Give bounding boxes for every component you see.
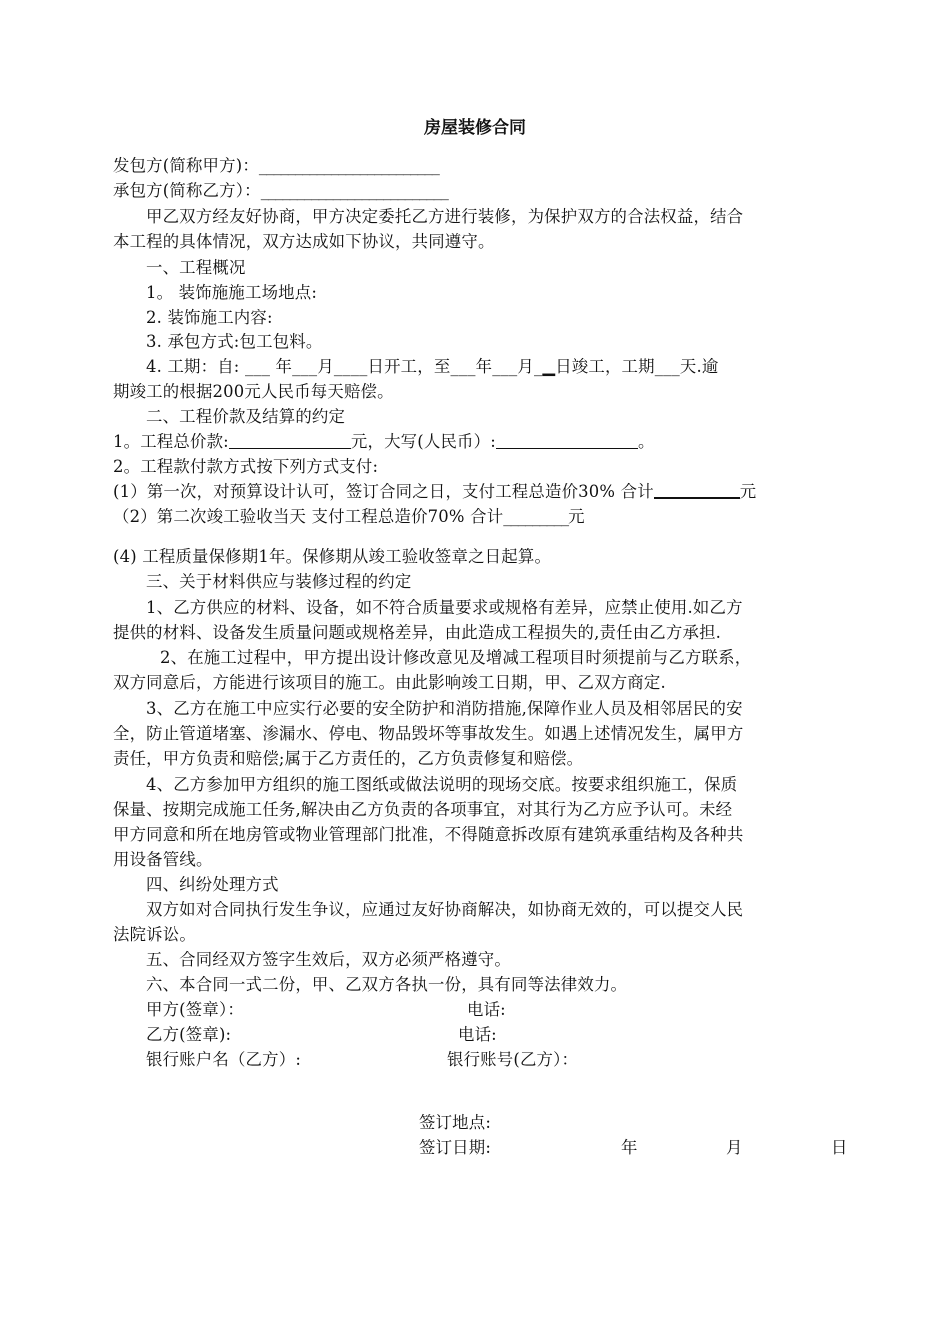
clause-line: 3、乙方在施工中应实行必要的安全防护和消防措施,保障作业人员及相邻居民的安 — [146, 699, 743, 718]
clause-line: 责任，甲方负责和赔偿;属于乙方责任的，乙方负责修复和赔偿。 — [113, 749, 584, 768]
party-b-line — [113, 179, 448, 203]
clause-line: 甲方同意和所在地房管或物业管理部门批准，不得随意拆改原有建筑承重结构及各种共 — [113, 825, 744, 844]
party-a-label: 发包方(简称甲方)： — [113, 156, 259, 175]
intro-paragraph-line: 甲乙双方经友好协商，甲方决定委托乙方进行装修，为保护双方的合法权益，结合 — [146, 207, 744, 226]
section-heading: 三、关于材料供应与装修过程的约定 — [146, 572, 412, 591]
clause-line: 2。工程款付款方式按下列方式支付: — [113, 457, 379, 476]
document-title: 房屋装修合同 — [424, 118, 526, 138]
capital-amount-blank — [496, 432, 638, 449]
capital-amount-label: 元，大写(人民币）: — [350, 432, 496, 451]
total-price-blank — [229, 432, 351, 449]
sign-day-label: 日 — [831, 1138, 848, 1157]
section-heading: 五、合同经双方签字生效后，双方必须严格遵守。 — [146, 950, 511, 969]
clause-line: 全，防止管道堵塞、渗漏水、停电、物品毁坏等事故发生。如遇上述情况发生，属甲方 — [113, 724, 744, 743]
clause-line: (4) 工程质量保修期1年。保修期从竣工验收签章之日起算。 — [113, 547, 552, 566]
clause-line: 双方如对合同执行发生争议，应通过友好协商解决，如协商无效的，可以提交人民 — [146, 900, 744, 919]
sign-date-label: 签订日期: — [419, 1138, 492, 1157]
payment-2-unit: 元 — [568, 507, 585, 526]
clause-line: 2. 装饰施工内容: — [146, 308, 273, 327]
payment-2-label: （2）第二次竣工验收当天 支付工程总造价70% 合计 — [113, 507, 504, 526]
clause-line: 1。 装饰施施工场地点: — [146, 283, 318, 302]
phone-party-b-label: 电话: — [458, 1025, 497, 1044]
party-b-blank: __________________________ — [260, 181, 448, 200]
party-a-line — [113, 154, 439, 178]
clause-line: 法院诉讼。 — [113, 925, 196, 944]
phone-party-a-label: 电话: — [467, 1000, 506, 1019]
sign-month-label: 月 — [726, 1138, 743, 1157]
signature-party-b-label: 乙方(签章): — [146, 1025, 232, 1044]
bank-account-number-label: 银行账号(乙方）： — [447, 1050, 579, 1069]
section-heading: 二、工程价款及结算的约定 — [146, 407, 346, 426]
intro-paragraph-line: 本工程的具体情况，双方达成如下协议，共同遵守。 — [113, 232, 495, 251]
payment-2-line — [113, 505, 585, 529]
sign-year-label: 年 — [621, 1138, 638, 1157]
clause-line: 保量、按期完成施工任务,解决由乙方负责的各项事宜，对其行为乙方应予认可。未经 — [113, 800, 733, 819]
clause-line: 4. 工期：自: ___ 年___月____日开工，至___年___月_▁日竣工，工期___天.逾 — [146, 357, 719, 376]
clause-line: 3. 承包方式:包工包料。 — [146, 332, 323, 351]
sign-place-label: 签订地点: — [419, 1113, 492, 1132]
total-price-label: 1。工程总价款: — [113, 432, 229, 451]
payment-1-unit: 元 — [739, 482, 757, 501]
party-a-blank: _________________________ — [258, 156, 439, 175]
payment-1-blank — [654, 481, 740, 499]
clause-line: 用设备管线。 — [113, 850, 213, 869]
total-price-line — [113, 430, 655, 454]
clause-line: 双方同意后，方能进行该项目的施工。由此影响竣工日期，甲、乙双方商定. — [113, 673, 666, 692]
clause-line: 期竣工的根据200元人民币每天赔偿。 — [113, 382, 394, 401]
clause-line: 提供的材料、设备发生质量问题或规格差异，由此造成工程损失的,责任由乙方承担. — [113, 623, 722, 642]
bank-account-name-label: 银行账户名（乙方）: — [146, 1050, 302, 1069]
clause-line: 1、乙方供应的材料、设备，如不符合质量要求或规格有差异，应禁止使用.如乙方 — [146, 598, 743, 617]
party-b-label: 承包方(简称乙方）： — [113, 181, 261, 200]
signature-party-a-label: 甲方(签章）： — [146, 1000, 244, 1019]
section-heading: 一、工程概况 — [146, 258, 246, 277]
payment-1-line — [113, 480, 756, 504]
payment-1-label: (1）第一次，对预算设计认可，签订合同之日，支付工程总造价30% 合计 — [113, 482, 654, 501]
sentence-end: 。 — [637, 432, 655, 451]
section-heading: 四、纠纷处理方式 — [146, 875, 279, 894]
clause-line: 4、乙方参加甲方组织的施工图纸或做法说明的现场交底。按要求组织施工，保质 — [146, 775, 738, 794]
section-heading: 六、本合同一式二份，甲、乙双方各执一份，具有同等法律效力。 — [146, 975, 628, 994]
payment-2-blank: _________ — [503, 507, 569, 526]
clause-line: 2、在施工过程中，甲方提出设计修改意见及增减工程项目时须提前与乙方联系， — [160, 648, 752, 667]
